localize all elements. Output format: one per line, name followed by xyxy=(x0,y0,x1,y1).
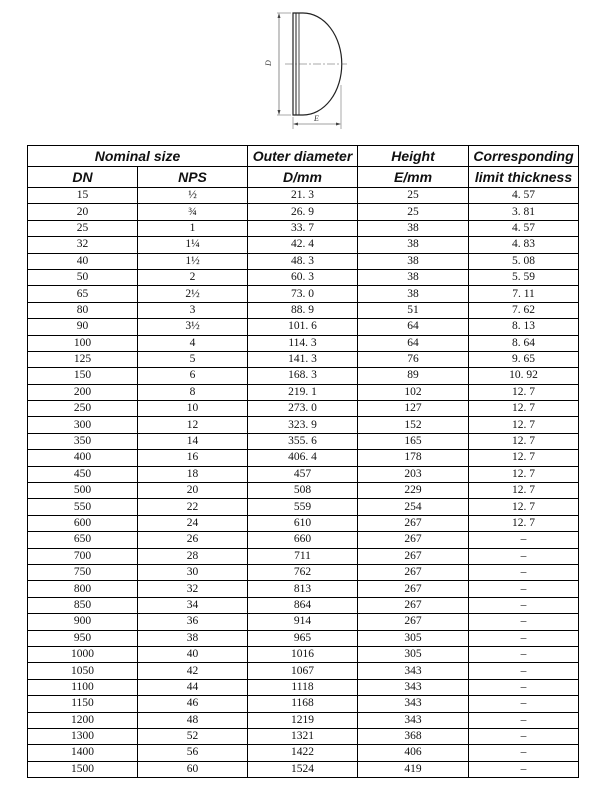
outer-diameter-cell: 1067 xyxy=(248,663,358,679)
dn-cell: 550 xyxy=(28,499,138,515)
outer-diameter-cell: 168. 3 xyxy=(248,368,358,384)
limit-thickness-cell: – xyxy=(469,679,579,695)
table-row xyxy=(28,466,579,482)
height-cell: 267 xyxy=(358,614,469,630)
outer-diameter-cell: 1321 xyxy=(248,728,358,744)
outer-diameter-cell: 965 xyxy=(248,630,358,646)
limit-thickness-cell: – xyxy=(469,630,579,646)
nps-cell: 1½ xyxy=(138,253,248,269)
table-row xyxy=(28,499,579,515)
dn-cell: 100 xyxy=(28,335,138,351)
nps-cell: 6 xyxy=(138,368,248,384)
nps-cell: 3 xyxy=(138,302,248,318)
height-cell: 267 xyxy=(358,581,469,597)
limit-thickness-cell: 7. 62 xyxy=(469,302,579,318)
height-cell: 89 xyxy=(358,368,469,384)
dn-cell: 650 xyxy=(28,532,138,548)
height-cell: 254 xyxy=(358,499,469,515)
height-cell: 203 xyxy=(358,466,469,482)
outer-diameter-cell: 21. 3 xyxy=(248,188,358,204)
limit-thickness-cell: 8. 13 xyxy=(469,319,579,335)
height-cell: 178 xyxy=(358,450,469,466)
limit-thickness-header-line2: limit thickness xyxy=(469,167,579,188)
table-row xyxy=(28,614,579,630)
dn-cell: 400 xyxy=(28,450,138,466)
table-row xyxy=(28,548,579,564)
outer-diameter-cell: 273. 0 xyxy=(248,401,358,417)
pipe-cap-drawing xyxy=(255,5,355,130)
limit-thickness-cell: 5. 08 xyxy=(469,253,579,269)
table-row xyxy=(28,712,579,728)
diameter-unit-header: D/mm xyxy=(248,167,358,188)
limit-thickness-cell: – xyxy=(469,548,579,564)
dn-cell: 500 xyxy=(28,483,138,499)
height-cell: 229 xyxy=(358,483,469,499)
limit-thickness-cell: 4. 57 xyxy=(469,188,579,204)
dimension-e-label: E xyxy=(314,114,319,123)
limit-thickness-cell: 8. 64 xyxy=(469,335,579,351)
nps-cell: 38 xyxy=(138,630,248,646)
height-cell: 25 xyxy=(358,188,469,204)
table-row xyxy=(28,597,579,613)
table-row xyxy=(28,302,579,318)
dn-cell: 750 xyxy=(28,564,138,580)
nps-cell: 10 xyxy=(138,401,248,417)
nps-cell: 3½ xyxy=(138,319,248,335)
dn-cell: 1200 xyxy=(28,712,138,728)
limit-thickness-cell: 5. 59 xyxy=(469,269,579,285)
table-row xyxy=(28,761,579,777)
dn-cell: 250 xyxy=(28,401,138,417)
limit-thickness-cell: 12. 7 xyxy=(469,515,579,531)
table-row xyxy=(28,269,579,285)
dn-cell: 950 xyxy=(28,630,138,646)
dimensions-table xyxy=(27,145,579,778)
nps-cell: 46 xyxy=(138,696,248,712)
table-row xyxy=(28,433,579,449)
table-row xyxy=(28,384,579,400)
nps-cell: 34 xyxy=(138,597,248,613)
height-cell: 267 xyxy=(358,564,469,580)
height-cell: 419 xyxy=(358,761,469,777)
table-row xyxy=(28,204,579,220)
outer-diameter-cell: 1118 xyxy=(248,679,358,695)
outer-diameter-cell: 1219 xyxy=(248,712,358,728)
limit-thickness-cell: 3. 81 xyxy=(469,204,579,220)
limit-thickness-cell: – xyxy=(469,712,579,728)
nps-cell: ¾ xyxy=(138,204,248,220)
table-row xyxy=(28,532,579,548)
height-cell: 102 xyxy=(358,384,469,400)
limit-thickness-cell: 12. 7 xyxy=(469,384,579,400)
height-cell: 38 xyxy=(358,220,469,236)
dn-cell: 1050 xyxy=(28,663,138,679)
height-cell: 267 xyxy=(358,597,469,613)
outer-diameter-cell: 1524 xyxy=(248,761,358,777)
height-header: Height xyxy=(358,146,469,167)
outer-diameter-cell: 813 xyxy=(248,581,358,597)
outer-diameter-cell: 73. 0 xyxy=(248,286,358,302)
height-unit-header: E/mm xyxy=(358,167,469,188)
table-row xyxy=(28,368,579,384)
height-cell: 305 xyxy=(358,646,469,662)
dn-cell: 32 xyxy=(28,237,138,253)
limit-thickness-cell: – xyxy=(469,728,579,744)
height-cell: 76 xyxy=(358,351,469,367)
dn-cell: 1100 xyxy=(28,679,138,695)
table-row xyxy=(28,253,579,269)
dn-cell: 850 xyxy=(28,597,138,613)
nps-cell: 2 xyxy=(138,269,248,285)
nps-cell: 52 xyxy=(138,728,248,744)
outer-diameter-cell: 762 xyxy=(248,564,358,580)
dn-cell: 150 xyxy=(28,368,138,384)
nps-cell: 2½ xyxy=(138,286,248,302)
height-cell: 51 xyxy=(358,302,469,318)
outer-diameter-cell: 711 xyxy=(248,548,358,564)
limit-thickness-cell: – xyxy=(469,696,579,712)
nps-cell: 28 xyxy=(138,548,248,564)
dn-cell: 15 xyxy=(28,188,138,204)
table-row xyxy=(28,745,579,761)
limit-thickness-cell: – xyxy=(469,581,579,597)
table-row xyxy=(28,663,579,679)
nps-cell: 26 xyxy=(138,532,248,548)
table-row xyxy=(28,319,579,335)
nps-cell: 24 xyxy=(138,515,248,531)
table-row xyxy=(28,630,579,646)
height-cell: 38 xyxy=(358,253,469,269)
dn-header: DN xyxy=(28,167,138,188)
height-cell: 38 xyxy=(358,237,469,253)
dn-cell: 1000 xyxy=(28,646,138,662)
outer-diameter-cell: 457 xyxy=(248,466,358,482)
nps-cell: 44 xyxy=(138,679,248,695)
dn-cell: 1300 xyxy=(28,728,138,744)
outer-diameter-cell: 88. 9 xyxy=(248,302,358,318)
limit-thickness-cell: 4. 57 xyxy=(469,220,579,236)
nominal-size-header: Nominal size xyxy=(28,146,248,167)
height-cell: 343 xyxy=(358,679,469,695)
limit-thickness-cell: 12. 7 xyxy=(469,466,579,482)
limit-thickness-cell: 12. 7 xyxy=(469,450,579,466)
header-row-bottom xyxy=(28,167,579,188)
height-cell: 343 xyxy=(358,696,469,712)
height-cell: 406 xyxy=(358,745,469,761)
dn-cell: 1500 xyxy=(28,761,138,777)
outer-diameter-cell: 660 xyxy=(248,532,358,548)
height-cell: 343 xyxy=(358,663,469,679)
limit-thickness-cell: – xyxy=(469,597,579,613)
nps-cell: 30 xyxy=(138,564,248,580)
height-cell: 64 xyxy=(358,319,469,335)
height-cell: 38 xyxy=(358,286,469,302)
limit-thickness-cell: 12. 7 xyxy=(469,483,579,499)
dn-cell: 25 xyxy=(28,220,138,236)
limit-thickness-cell: – xyxy=(469,564,579,580)
outer-diameter-cell: 864 xyxy=(248,597,358,613)
table-row xyxy=(28,450,579,466)
nps-cell: 60 xyxy=(138,761,248,777)
limit-thickness-cell: – xyxy=(469,745,579,761)
table-row xyxy=(28,286,579,302)
table-row xyxy=(28,581,579,597)
dn-cell: 1150 xyxy=(28,696,138,712)
outer-diameter-cell: 42. 4 xyxy=(248,237,358,253)
nps-cell: 42 xyxy=(138,663,248,679)
outer-diameter-cell: 219. 1 xyxy=(248,384,358,400)
dn-cell: 1400 xyxy=(28,745,138,761)
dn-cell: 700 xyxy=(28,548,138,564)
limit-thickness-cell: – xyxy=(469,761,579,777)
outer-diameter-cell: 101. 6 xyxy=(248,319,358,335)
table-row xyxy=(28,646,579,662)
dn-cell: 90 xyxy=(28,319,138,335)
outer-diameter-cell: 1422 xyxy=(248,745,358,761)
table-row xyxy=(28,188,579,204)
table-row xyxy=(28,417,579,433)
nps-cell: 18 xyxy=(138,466,248,482)
nps-cell: 56 xyxy=(138,745,248,761)
nps-cell: 8 xyxy=(138,384,248,400)
height-cell: 368 xyxy=(358,728,469,744)
height-cell: 127 xyxy=(358,401,469,417)
dn-cell: 800 xyxy=(28,581,138,597)
height-cell: 64 xyxy=(358,335,469,351)
table-row xyxy=(28,483,579,499)
nps-cell: 20 xyxy=(138,483,248,499)
dn-cell: 65 xyxy=(28,286,138,302)
height-cell: 25 xyxy=(358,204,469,220)
nps-cell: 22 xyxy=(138,499,248,515)
nps-cell: 40 xyxy=(138,646,248,662)
dn-cell: 20 xyxy=(28,204,138,220)
outer-diameter-cell: 33. 7 xyxy=(248,220,358,236)
outer-diameter-cell: 610 xyxy=(248,515,358,531)
height-cell: 267 xyxy=(358,532,469,548)
table-row xyxy=(28,564,579,580)
limit-thickness-cell: – xyxy=(469,663,579,679)
limit-thickness-cell: – xyxy=(469,532,579,548)
limit-thickness-cell: – xyxy=(469,646,579,662)
table-row xyxy=(28,237,579,253)
limit-thickness-cell: 12. 7 xyxy=(469,417,579,433)
outer-diameter-cell: 141. 3 xyxy=(248,351,358,367)
nps-cell: 12 xyxy=(138,417,248,433)
table-row xyxy=(28,679,579,695)
nps-header: NPS xyxy=(138,167,248,188)
outer-diameter-header: Outer diameter xyxy=(248,146,358,167)
height-cell: 165 xyxy=(358,433,469,449)
dn-cell: 600 xyxy=(28,515,138,531)
outer-diameter-cell: 914 xyxy=(248,614,358,630)
outer-diameter-cell: 559 xyxy=(248,499,358,515)
dn-cell: 50 xyxy=(28,269,138,285)
limit-thickness-cell: – xyxy=(469,614,579,630)
dn-cell: 80 xyxy=(28,302,138,318)
nps-cell: 1¼ xyxy=(138,237,248,253)
outer-diameter-cell: 355. 6 xyxy=(248,433,358,449)
outer-diameter-cell: 60. 3 xyxy=(248,269,358,285)
limit-thickness-cell: 4. 83 xyxy=(469,237,579,253)
nps-cell: 32 xyxy=(138,581,248,597)
height-cell: 38 xyxy=(358,269,469,285)
outer-diameter-cell: 1016 xyxy=(248,646,358,662)
nps-cell: 48 xyxy=(138,712,248,728)
height-cell: 267 xyxy=(358,515,469,531)
outer-diameter-cell: 114. 3 xyxy=(248,335,358,351)
outer-diameter-cell: 323. 9 xyxy=(248,417,358,433)
table-row xyxy=(28,515,579,531)
dn-cell: 900 xyxy=(28,614,138,630)
nps-cell: 4 xyxy=(138,335,248,351)
limit-thickness-header-line1: Corresponding xyxy=(469,146,579,167)
table-row xyxy=(28,401,579,417)
dn-cell: 40 xyxy=(28,253,138,269)
outer-diameter-cell: 1168 xyxy=(248,696,358,712)
limit-thickness-cell: 7. 11 xyxy=(469,286,579,302)
nps-cell: 16 xyxy=(138,450,248,466)
height-cell: 152 xyxy=(358,417,469,433)
table-row xyxy=(28,728,579,744)
dn-cell: 300 xyxy=(28,417,138,433)
dn-cell: 125 xyxy=(28,351,138,367)
nps-cell: 36 xyxy=(138,614,248,630)
nps-cell: 5 xyxy=(138,351,248,367)
nps-cell: ½ xyxy=(138,188,248,204)
limit-thickness-cell: 12. 7 xyxy=(469,401,579,417)
limit-thickness-cell: 12. 7 xyxy=(469,433,579,449)
dn-cell: 200 xyxy=(28,384,138,400)
table-row xyxy=(28,696,579,712)
limit-thickness-cell: 9. 65 xyxy=(469,351,579,367)
table-row xyxy=(28,335,579,351)
outer-diameter-cell: 406. 4 xyxy=(248,450,358,466)
outer-diameter-cell: 508 xyxy=(248,483,358,499)
height-cell: 305 xyxy=(358,630,469,646)
dn-cell: 350 xyxy=(28,433,138,449)
outer-diameter-cell: 26. 9 xyxy=(248,204,358,220)
limit-thickness-cell: 12. 7 xyxy=(469,499,579,515)
dimension-d-label: D xyxy=(264,60,273,66)
height-cell: 343 xyxy=(358,712,469,728)
nps-cell: 14 xyxy=(138,433,248,449)
table-row xyxy=(28,220,579,236)
height-cell: 267 xyxy=(358,548,469,564)
table-row xyxy=(28,351,579,367)
dn-cell: 450 xyxy=(28,466,138,482)
nps-cell: 1 xyxy=(138,220,248,236)
outer-diameter-cell: 48. 3 xyxy=(248,253,358,269)
limit-thickness-cell: 10. 92 xyxy=(469,368,579,384)
header-row-top xyxy=(28,146,579,167)
